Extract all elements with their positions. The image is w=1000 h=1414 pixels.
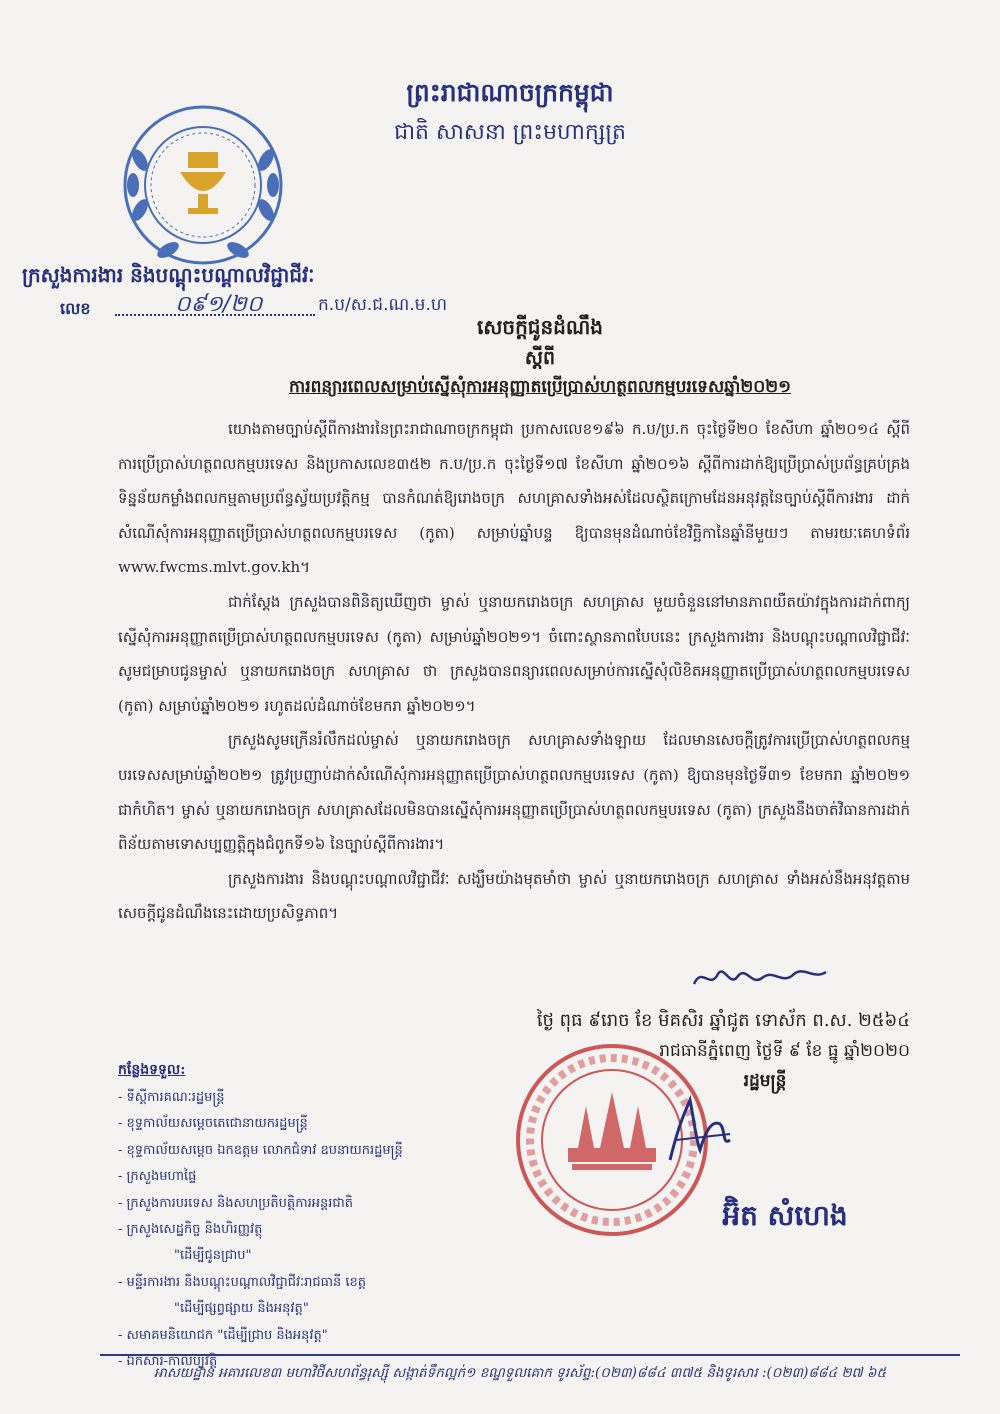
- reference-label: លេខ: [60, 299, 91, 318]
- recipient-line: - ក្រសួងសេដ្ឋកិច្ច និងហិរញ្ញវត្ថុ: [118, 1222, 263, 1238]
- kingdom-heading: ព្រះរាជាណាចក្រកម្ពុជា: [406, 78, 614, 107]
- body-text: [118, 412, 910, 931]
- recipient-line: - មន្ទីរការងារ និងបណ្តុះបណ្តាលវិជ្ជាជីវៈរាជធានី ខេត្ត: [118, 1274, 367, 1290]
- paragraph: ក្រសួងសូមក្រើនរំលឹកដល់ម្ចាស់ ឬនាយករោងចក្រ សហគ្រាសទាំងឡាយ ដែលមានសេចក្តីត្រូវការប្រើប្រាស់ហត្ថពលកម្មបរទេសសម្រាប់ឆ្នាំ២០២១ ត្រូវប្រញាប់ដាក់សំណើសុំការអនុញ្ញាតប្រើប្រាស់ហត្ថពលកម្មបរទេស (កូតា) ឱ្យបានមុនថ្ងៃទី៣១ ខែមករា ឆ្នាំ២០២១ ជាកំហិត។ ម្ចាស់ ឬនាយករោងចក្រ សហគ្រាសដែលមិនបានស្នើសុំការអនុញ្ញាតប្រើប្រាស់ហត្ថពលកម្មបរទេស (កូតា) ក្រសួងនឹងចាត់វិធានការដាក់ពិន័យតាមទោសប្បញ្ញត្តិក្នុងជំពូកទី១៦ នៃច្បាប់ស្តីពីការងារ។: [118, 731, 910, 854]
- recipient-item: [118, 1138, 518, 1164]
- recipients-list: [118, 1060, 518, 1375]
- signature-icon: [660, 1090, 740, 1170]
- recipient-item: [118, 1164, 518, 1190]
- paragraph: ជាក់ស្តែង ក្រសួងបានពិនិត្យឃើញថា ម្ចាស់ ឬនាយករោងចក្រ សហគ្រាស មួយចំនួននៅមានភាពយឺតយ៉ាវក្នុងការដាក់ពាក្យស្នើសុំការអនុញ្ញាតប្រើប្រាស់ហត្ថពលកម្មបរទេស (កូតា) សម្រាប់ឆ្នាំ២០២១។ ចំពោះស្ថានភាពបែបនេះ ក្រសួងការងារ និងបណ្តុះបណ្តាលវិជ្ជាជីវៈ សូមជម្រាបជូនម្ចាស់ ឬនាយករោងចក្រ សហគ្រាស ថា ក្រសួងបានពន្យារពេលសម្រាប់ការស្នើសុំលិខិតអនុញ្ញាតប្រើប្រាស់ហត្ថពលកម្មបរទេស (កូតា) សម្រាប់ឆ្នាំ២០២១ រហូតដល់ដំណាច់ខែមករា ឆ្នាំ២០២១។: [118, 592, 910, 715]
- paragraph: យោងតាមច្បាប់ស្តីពីការងារនៃព្រះរាជាណាចក្រកម្ពុជា ប្រកាសលេខ១៩៦ ក.ប/ប្រ.ក ចុះថ្ងៃទី២០ ខែសីហា ឆ្នាំ២០១៤ ស្តីពីការប្រើប្រាស់ហត្ថពលកម្មបរទេស និងប្រកាសលេខ៣៥២ ក.ប/ប្រ.ក ចុះថ្ងៃទី១៧ ខែសីហា ឆ្នាំ២០១៦ ស្តីពីការដាក់ឱ្យប្រើប្រាស់ប្រព័ន្ធគ្រប់គ្រងទិន្នន័យកម្លាំងពលកម្មតាមប្រព័ន្ធស្វ័យប្រវត្តិកម្ម បានកំណត់ឱ្យរោងចក្រ សហគ្រាសទាំងអស់ដែលស្ថិតក្រោមដែនអនុវត្តនៃច្បាប់ស្តីពីការងារ ដាក់សំណើសុំការអនុញ្ញាតប្រើប្រាស់ហត្ថពលកម្មបរទេស (កូតា) សម្រាប់ឆ្នាំបន្ទ ឱ្យបានមុនដំណាច់ខែវិច្ឆិកានៃឆ្នាំនីមួយៗ តាមរយៈគេហទំព័រ www.fwcms.mlvt.gov.kh។: [118, 420, 910, 577]
- footer-address: អាសយដ្ឋាន អគារលេខ៣ មហាវិថីសហព័ន្ធរុស្ស៊ី សង្កាត់ទឹកល្អក់១ ខណ្ឌទួលគោក ទូរស័ព្ទ:(០២៣)៨៨៤ ៣៧៥ និងទូរសារ :(០២៣)៨៨៤ ២៧ ៦៥: [153, 1365, 887, 1381]
- recipient-line: - ឯកសារ-កាលប្បវត្តិ: [118, 1354, 218, 1370]
- document-type: សេចក្តីជូនដំណឹង: [477, 315, 603, 339]
- ministry-logo-icon: [118, 100, 288, 270]
- recipient-item: [118, 1191, 518, 1217]
- recipient-note: "ដើម្បីជូនជ្រាប": [174, 1248, 252, 1264]
- reference-number: ០៩១/២០: [175, 292, 263, 317]
- document-subject: ការពន្យារពេលសម្រាប់ស្នើសុំការអនុញ្ញាតប្រើប្រាស់ហត្ថពលកម្មបរទេសឆ្នាំ២០២១: [289, 377, 791, 397]
- handwritten-initials-icon: [690, 960, 830, 996]
- lunar-date: ថ្ងៃ ពុធ ៩រោច ខែ មិគសិរ ឆ្នាំជូត ទោស័ក ព.ស. ២៥៦៤: [536, 1010, 910, 1031]
- reference-code: ក.ប/ស.ជ.ណ.ម.ហ: [318, 295, 448, 315]
- recipient-line: - សមាគមនិយោជក "ដើម្បីជ្រាប និងអនុវត្ត": [118, 1327, 328, 1343]
- recipients-title: កន្លែងទទួល:: [118, 1062, 186, 1078]
- recipient-item: [118, 1111, 518, 1137]
- recipient-line: - ក្រសួងមហាផ្ទៃ: [118, 1169, 197, 1185]
- minister-name: អ៊ិត សំហេង: [722, 1199, 848, 1232]
- recipient-line: - ខុទ្ទកាល័យសម្តេច ឯកឧត្តម លោកជំទាវ ឧបនាយករដ្ឋមន្ត្រី: [118, 1142, 403, 1158]
- solar-date: រាជធានីភ្នំពេញ ថ្ងៃទី ៩ ខែ ធ្នូ ឆ្នាំ២០២០: [659, 1041, 910, 1061]
- paragraph: ក្រសួងការងារ និងបណ្តុះបណ្តាលវិជ្ជាជីវៈ សង្ឃឹមយ៉ាងមុតមាំថា ម្ចាស់ ឬនាយករោងចក្រ សហគ្រាស ទាំងអស់នឹងអនុវត្តតាមសេចក្តីជូនដំណឹងនេះដោយប្រសិទ្ធភាព។: [118, 869, 910, 923]
- recipient-item: [118, 1270, 518, 1323]
- national-motto: ជាតិ សាសនា ព្រះមហាក្សត្រ: [394, 120, 626, 145]
- recipient-item: [118, 1085, 518, 1111]
- recipient-line: - ទីស្តីការគណៈរដ្ឋមន្ត្រី: [118, 1090, 225, 1105]
- recipient-item: [118, 1323, 518, 1349]
- recipient-note: "ដើម្បីផ្សព្វផ្សាយ និងអនុវត្ត": [174, 1301, 309, 1317]
- ministry-name: ក្រសួងការងារ និងបណ្តុះបណ្តាលវិជ្ជាជីវៈ: [22, 263, 315, 287]
- recipient-item: [118, 1217, 518, 1270]
- about-label: ស្តីពី: [524, 347, 556, 369]
- recipient-line: - ក្រសួងការបរទេស និងសហប្រតិបត្តិការអន្តរជាតិ: [118, 1195, 353, 1211]
- minister-title: រដ្ឋមន្ត្រី: [743, 1071, 787, 1091]
- recipient-line: - ខុទ្ទកាល័យសម្តេចតេជោនាយករដ្ឋមន្ត្រី: [118, 1116, 308, 1132]
- footer-divider: [100, 1354, 960, 1356]
